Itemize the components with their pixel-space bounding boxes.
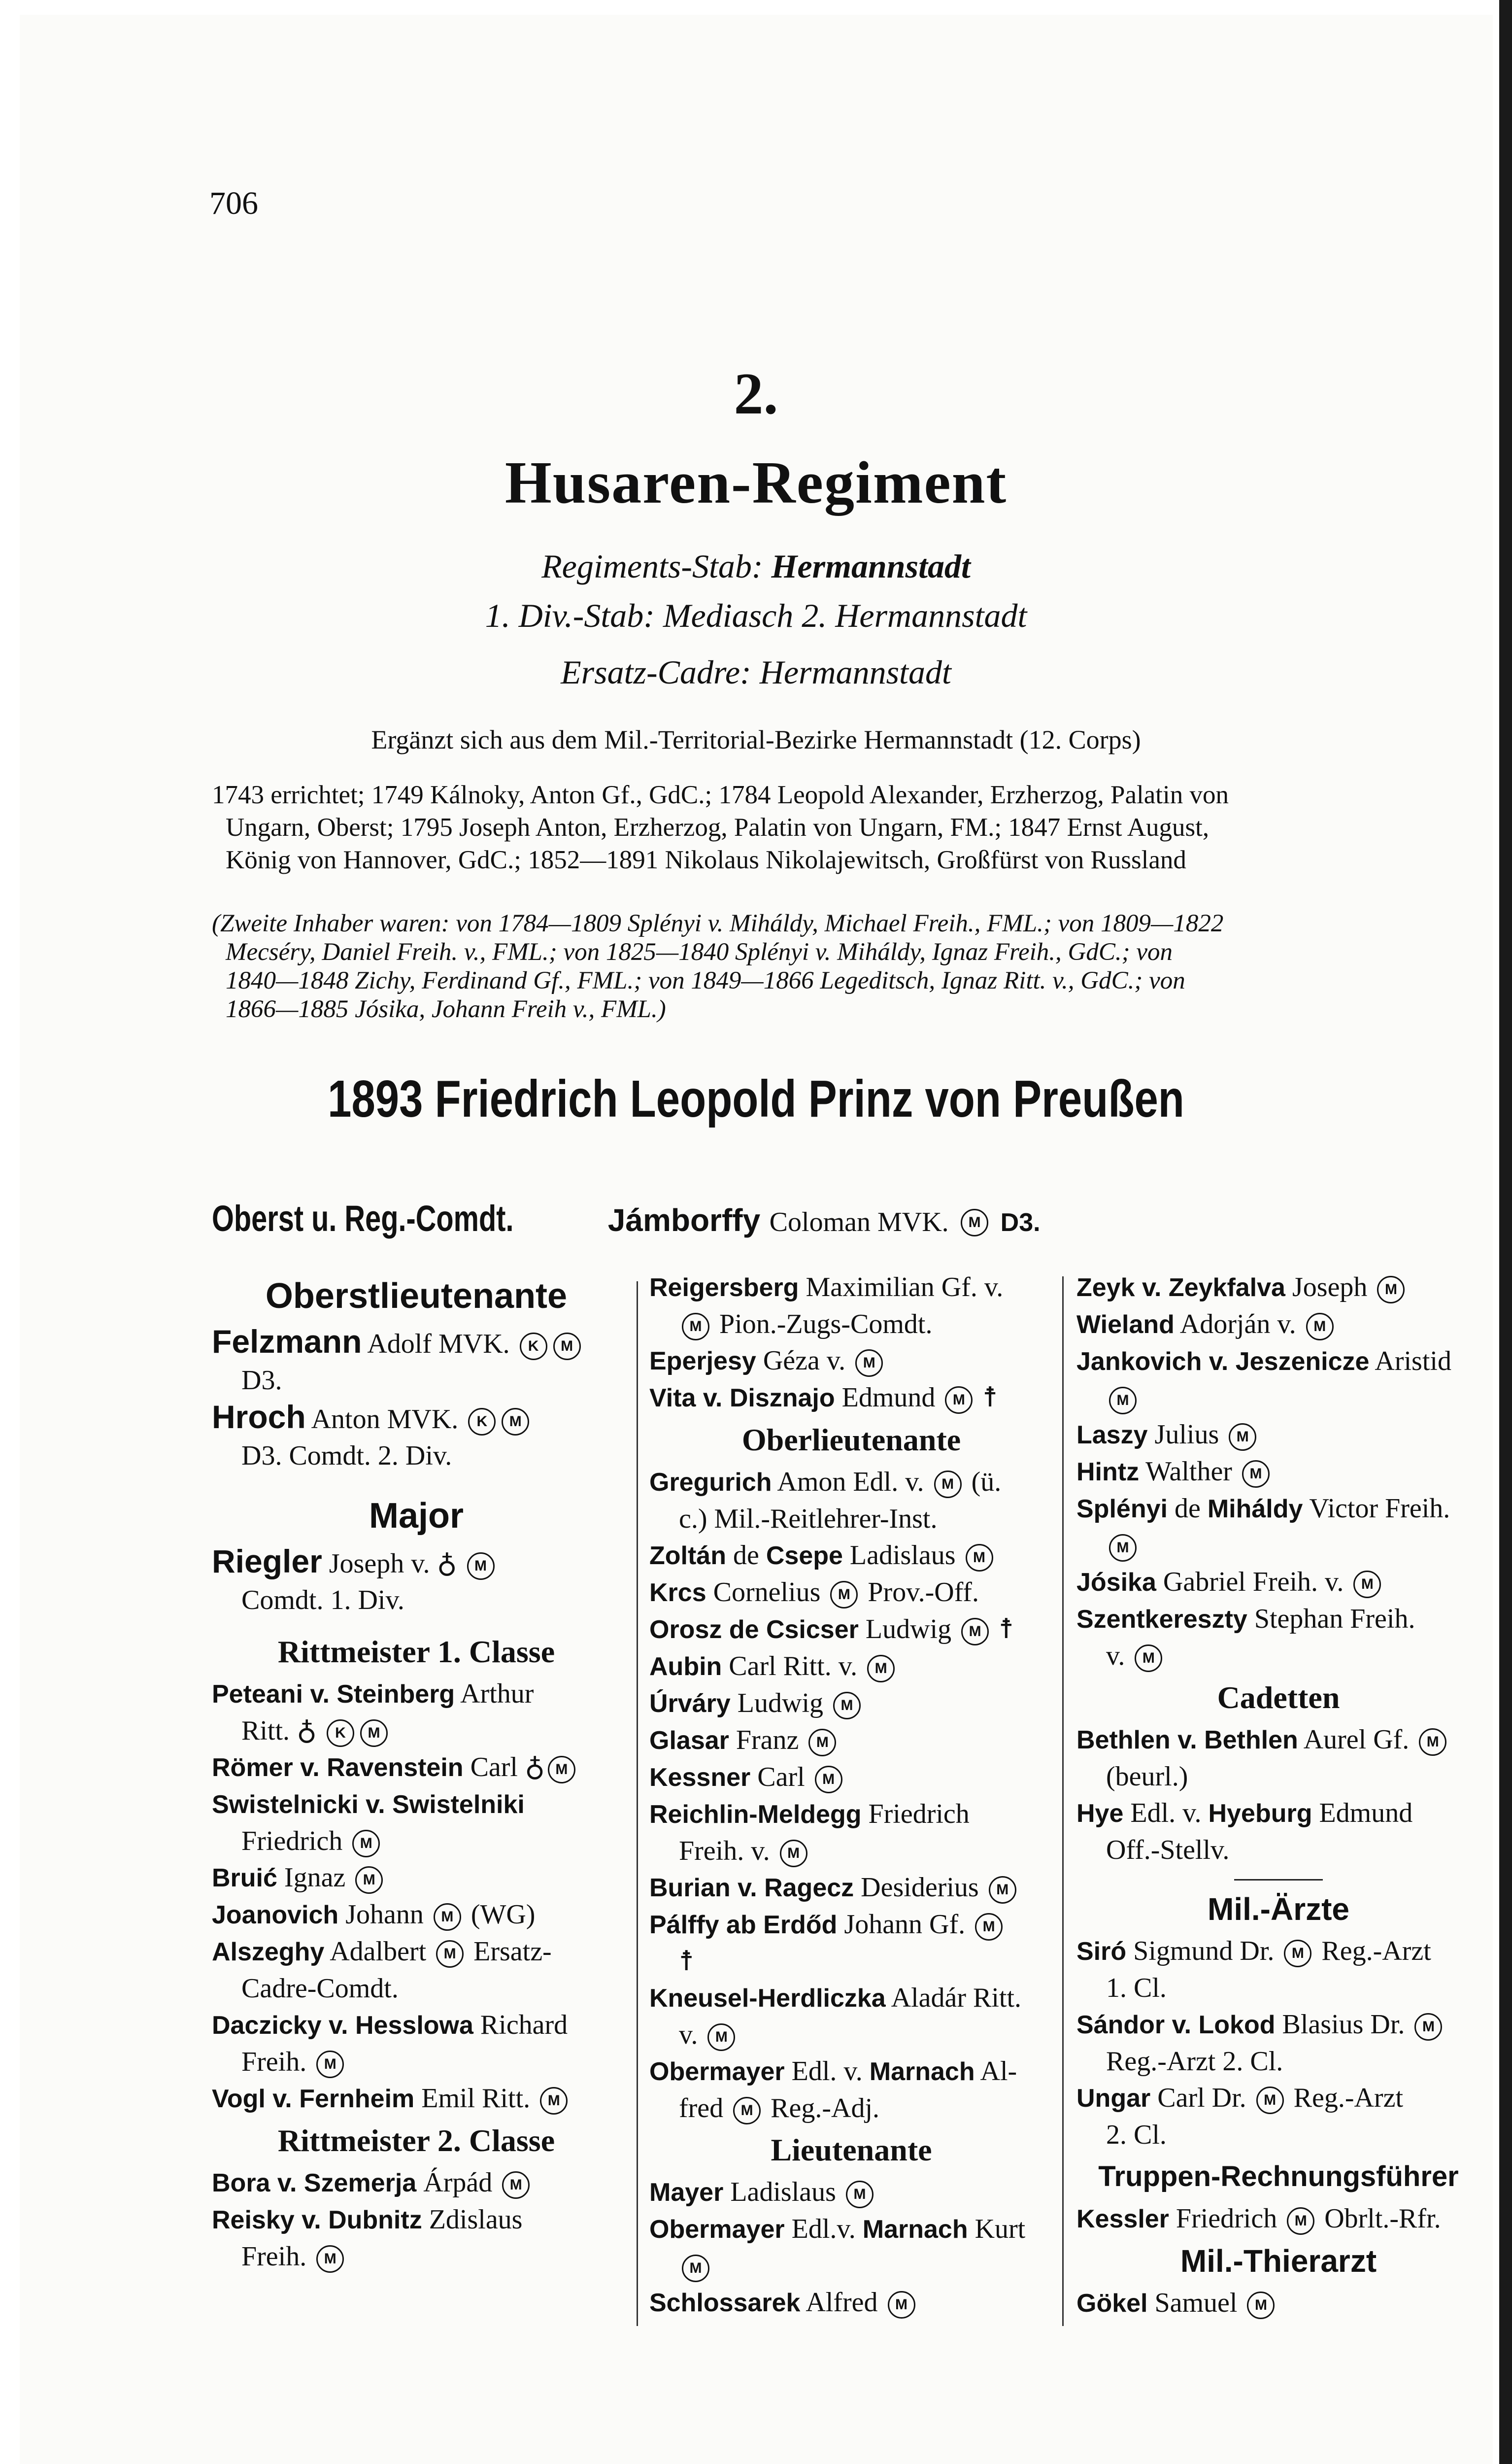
- entry-text: Aladár Ritt.: [891, 1983, 1022, 2013]
- entry-name: Laszy: [1076, 1421, 1148, 1449]
- entry-text: Johann: [345, 1899, 424, 1930]
- entry-name: Riegler: [212, 1543, 322, 1579]
- entry-text: Zdislaus: [429, 2204, 523, 2235]
- entry-name: Pálffy ab Erdőd: [649, 1911, 838, 1939]
- list-item: [212, 1896, 621, 1933]
- list-item: [1076, 1601, 1480, 1674]
- entry-text: Árpád: [423, 2167, 493, 2198]
- stab-label: Regiments-Stab:: [541, 548, 763, 585]
- list-item: [212, 1933, 621, 2007]
- regiments-stab: [0, 547, 1512, 586]
- list-item: [1076, 2006, 1480, 2080]
- list-item: [212, 2164, 621, 2201]
- entry-name: Peteani v. Steinberg: [212, 1680, 455, 1709]
- commander-label: Oberst u. Reg.-Comdt.: [212, 1198, 514, 1239]
- medal-icon: M: [434, 1903, 461, 1931]
- list-item: [649, 1269, 1053, 1342]
- cross-icon: K: [468, 1408, 496, 1436]
- medal-icon: M: [1256, 2087, 1284, 2114]
- ersatz-cadre: Ersatz-Cadre: Hermannstadt: [561, 653, 951, 691]
- decoration-icon: ♁: [524, 1752, 545, 1782]
- entry-name: Eperjesy: [649, 1347, 756, 1375]
- entry-name: Zoltán: [649, 1541, 726, 1570]
- entry-name: Obermayer: [649, 2057, 785, 2086]
- medal-icon: M: [1306, 1313, 1334, 1340]
- entry-name: Miháldy: [1207, 1495, 1303, 1523]
- medal-icon: M: [1414, 2013, 1442, 2041]
- entry-text: de: [733, 1540, 759, 1571]
- entry-text: Arthur: [460, 1678, 534, 1709]
- medal-icon: M: [316, 2051, 344, 2078]
- entry-text: Ladislaus: [730, 2177, 836, 2207]
- list-item: [649, 2174, 1053, 2211]
- list-item: [649, 1759, 1053, 1796]
- entry-text: Adolf MVK.: [367, 1329, 510, 1359]
- entry-text: v.: [679, 2019, 698, 2050]
- medal-icon: M: [1242, 1460, 1270, 1488]
- entry-text: Ladislaus: [849, 1540, 956, 1571]
- entry-text: D3.: [241, 1365, 282, 1396]
- medal-icon: M: [961, 1618, 989, 1645]
- entry-text: Edmund: [841, 1382, 936, 1413]
- column-divider: [637, 1281, 638, 2326]
- stab-value: Hermannstadt: [771, 548, 971, 585]
- entry-text: Freih.: [241, 2241, 307, 2272]
- entry-name: Hye: [1076, 1799, 1124, 1828]
- entry-text: Anton MVK.: [311, 1404, 459, 1435]
- entry-text: Pion.-Zugs-Comdt.: [719, 1309, 933, 1339]
- div-stab: 1. Div.-Stab: Mediasch 2. Hermannstadt: [485, 597, 1027, 634]
- entry-text: Off.-Stellv.: [1106, 1835, 1230, 1865]
- decoration-icon: ♁: [437, 1548, 457, 1579]
- entry-text: Edl.v.: [791, 2214, 856, 2244]
- entry-name: Hroch: [212, 1399, 306, 1435]
- medal-icon: M: [360, 1719, 388, 1747]
- entry-text: Ersatz-: [473, 1936, 552, 1967]
- list-item: [1076, 1564, 1480, 1601]
- list-item: [649, 1648, 1053, 1685]
- medal-icon: M: [934, 1471, 962, 1498]
- medal-icon: M: [808, 1729, 836, 1756]
- list-item: [212, 2201, 621, 2275]
- entry-text: Carl Ritt. v.: [729, 1651, 858, 1681]
- list-item: [212, 2007, 621, 2080]
- entry-name: Vogl v. Fernheim: [212, 2085, 415, 2113]
- page-number: 706: [209, 185, 258, 221]
- entry-name: Sándor v. Lokod: [1076, 2011, 1276, 2039]
- section-major: Major: [369, 1496, 464, 1536]
- medal-icon: M: [436, 1940, 464, 1968]
- medal-icon: M: [1284, 1940, 1311, 1967]
- entry-name: Úrváry: [649, 1689, 731, 1718]
- entry-name: Daczicky v. Hesslowa: [212, 2011, 473, 2040]
- list-item: [649, 1379, 1053, 1416]
- entry-text: Amon Edl. v.: [777, 1467, 924, 1497]
- entry-text: Reg.-Arzt: [1293, 2083, 1404, 2113]
- medal-icon: M: [989, 1876, 1016, 1904]
- entry-text: (beurl.): [1106, 1761, 1188, 1792]
- cross-icon: ☨: [999, 1614, 1014, 1644]
- entry-text: Carl: [470, 1752, 518, 1782]
- list-item: [649, 2211, 1053, 2284]
- list-item: [1076, 1306, 1480, 1343]
- medal-icon: M: [780, 1840, 807, 1867]
- inhaber-history-line: (Zweite Inhaber waren: von 1784—1809 Splényi v. Miháldy, Michael Freih., FML.; von 1809—1822: [212, 910, 1224, 937]
- entry-text: Emil Ritt.: [421, 2083, 531, 2114]
- medal-icon: M: [1247, 2292, 1275, 2319]
- entry-text: Joseph: [1292, 1272, 1368, 1302]
- entry-name: Mayer: [649, 2178, 724, 2207]
- entry-text: Ludwig: [737, 1688, 824, 1718]
- list-item: [649, 1611, 1053, 1648]
- entry-text: Johann Gf.: [844, 1909, 966, 1940]
- entry-name: Reisky v. Dubnitz: [212, 2206, 422, 2234]
- entry-text: Al-: [980, 2056, 1017, 2087]
- list-item: [649, 1980, 1053, 2053]
- medal-icon: M: [1287, 2207, 1314, 2235]
- medal-icon: M: [467, 1552, 495, 1580]
- list-item: [1076, 1721, 1480, 1795]
- entry-text: Comdt. 1. Div.: [241, 1585, 404, 1615]
- section-mil-thierarzt: Mil.-Thierarzt: [1180, 2243, 1377, 2279]
- medal-icon: M: [867, 1655, 895, 1682]
- medal-icon: M: [502, 2171, 530, 2199]
- medal-icon: M: [553, 1333, 581, 1360]
- military-merit-icon: M: [961, 1209, 988, 1236]
- inhaber-history-line: 1866—1885 Jósika, Johann Freih v., FML.): [226, 995, 666, 1023]
- entry-text: Blasius Dr.: [1282, 2009, 1405, 2040]
- entry-name: Obermayer: [649, 2215, 785, 2244]
- entry-name: Vita v. Disznajo: [649, 1384, 835, 1412]
- list-item: [1076, 1795, 1480, 1868]
- entry-text: 2. Cl.: [1106, 2120, 1167, 2150]
- entry-name: Ungar: [1076, 2084, 1151, 2113]
- entry-text: Edl. v.: [791, 2056, 863, 2087]
- entry-text: Walther: [1145, 1456, 1232, 1487]
- entry-name: Kneusel-Herdliczka: [649, 1984, 886, 2013]
- entry-text: Victor Freih.: [1309, 1493, 1450, 1524]
- entry-text: Kurt: [974, 2214, 1026, 2244]
- list-item: [649, 2053, 1053, 2126]
- list-item: [649, 1796, 1053, 1869]
- entry-text: c.) Mil.-Reitlehrer-Inst.: [679, 1504, 938, 1534]
- entry-text: Reg.-Arzt 2. Cl.: [1106, 2046, 1283, 2077]
- medal-icon: M: [682, 1313, 709, 1340]
- list-item: [1076, 2200, 1480, 2237]
- entry-text: Ludwig: [865, 1614, 952, 1644]
- entry-text: Carl Dr.: [1157, 2083, 1246, 2113]
- medal-icon: M: [355, 1866, 383, 1894]
- list-item: [649, 1574, 1053, 1611]
- section-cadetten: Cadetten: [1217, 1680, 1340, 1715]
- medal-icon: M: [1353, 1571, 1381, 1598]
- entry-text: v.: [1106, 1641, 1125, 1671]
- medal-icon: M: [888, 2291, 915, 2319]
- entry-text: Ignaz: [284, 1862, 346, 1893]
- column-1: [212, 1269, 621, 2275]
- medal-icon: M: [316, 2245, 344, 2273]
- entry-name: Reigersberg: [649, 1273, 799, 1302]
- entry-name: Splényi: [1076, 1495, 1168, 1523]
- entry-text: Maximilian Gf. v.: [806, 1272, 1004, 1302]
- entry-name: Kessner: [649, 1763, 751, 1792]
- medal-icon: M: [682, 2255, 709, 2282]
- column-3: [1076, 1269, 1480, 2322]
- entry-name: Jankovich v. Jeszenicze: [1076, 1347, 1370, 1376]
- cross-icon: K: [327, 1719, 354, 1747]
- section-divider: [1234, 1879, 1323, 1881]
- list-item: [212, 1323, 621, 1399]
- history-paragraph: [212, 779, 1473, 876]
- section-rittmeister-1: Rittmeister 1. Classe: [277, 1634, 555, 1669]
- medal-icon: M: [815, 1766, 842, 1793]
- erganzung: Ergänzt sich aus dem Mil.-Territorial-Bezirke Hermannstadt (12. Corps): [371, 725, 1141, 754]
- entry-text: Reg.-Adj.: [771, 2093, 880, 2123]
- list-item: [1076, 1490, 1480, 1564]
- decoration-icon: ♁: [297, 1715, 317, 1746]
- regiment-numeral: 2.: [734, 361, 778, 426]
- cross-icon: ☨: [679, 1946, 694, 1977]
- entry-name: Schlossarek: [649, 2289, 801, 2317]
- medal-icon: M: [707, 2023, 735, 2051]
- list-item: [1076, 1269, 1480, 1306]
- entry-name: Szentkereszty: [1076, 1605, 1247, 1634]
- medal-icon: M: [1109, 1387, 1137, 1414]
- list-item: [1076, 1453, 1480, 1490]
- column-2: [649, 1269, 1053, 2321]
- medal-icon: M: [833, 1692, 861, 1719]
- entry-name: Bora v. Szemerja: [212, 2169, 417, 2197]
- entry-name: Kessler: [1076, 2205, 1169, 2233]
- entry-text: Edmund: [1319, 1798, 1413, 1828]
- medal-icon: M: [1419, 1728, 1446, 1756]
- medal-icon: M: [945, 1386, 973, 1414]
- commander-line: [212, 1198, 1041, 1240]
- entry-name: Bruić: [212, 1864, 277, 1892]
- entry-name: Joanovich: [212, 1901, 339, 1929]
- entry-name: Felzmann: [212, 1323, 362, 1360]
- entry-text: Géza v.: [763, 1345, 846, 1376]
- entry-text: Samuel: [1154, 2288, 1238, 2318]
- entry-text: Sigmund Dr.: [1133, 1936, 1275, 1966]
- column-divider: [1062, 1276, 1064, 2326]
- list-item: [649, 1537, 1053, 1574]
- medal-icon: M: [855, 1349, 883, 1377]
- list-item: [649, 2284, 1053, 2321]
- page-title: Husaren-Regiment: [504, 449, 1008, 516]
- medal-icon: M: [1377, 1276, 1405, 1303]
- entry-name: Krcs: [649, 1578, 706, 1607]
- entry-name: Reichlin-Meldegg: [649, 1800, 862, 1829]
- entry-text: Freih.: [241, 2047, 307, 2077]
- entry-name: Siró: [1076, 1937, 1127, 1966]
- entry-text: D3. Comdt. 2. Div.: [241, 1440, 452, 1471]
- entry-text: Friedrich: [241, 1826, 343, 1856]
- list-item: [212, 1859, 621, 1896]
- entry-name: Orosz de Csicser: [649, 1615, 859, 1644]
- entry-name: Marnach: [862, 2215, 968, 2244]
- list-item: [212, 1676, 621, 1749]
- entry-text: de: [1174, 1493, 1201, 1524]
- entry-text: Adalbert: [330, 1936, 427, 1967]
- list-item: [1076, 2285, 1480, 2322]
- entry-text: (WG): [470, 1899, 536, 1930]
- entry-text: Reg.-Arzt: [1321, 1936, 1431, 1966]
- entry-name: Wieland: [1076, 1310, 1175, 1339]
- entry-text: 1. Cl.: [1106, 1973, 1167, 2003]
- inhaber-history-line: Mecséry, Daniel Freih. v., FML.; von 1825—1840 Splényi v. Miháldy, Ignaz Freih., GdC.; von: [226, 938, 1173, 966]
- entry-text: Cornelius: [713, 1577, 821, 1608]
- entry-name: Glasar: [649, 1726, 729, 1755]
- entry-name: Swistelnicki v. Swistelniki: [212, 1790, 525, 1819]
- entry-name: Hintz: [1076, 1458, 1140, 1486]
- entry-text: Edl. v.: [1130, 1798, 1202, 1828]
- list-item: [649, 1464, 1053, 1537]
- entry-text: Gabriel Freih. v.: [1163, 1567, 1344, 1597]
- history-line: König von Hannover, GdC.; 1852—1891 Nikolaus Nikolajewitsch, Großfürst von Russland: [226, 846, 1186, 874]
- section-mil-aerzte: Mil.-Ärzte: [1208, 1891, 1349, 1927]
- section-oberlieutenante: Oberlieutenante: [741, 1422, 961, 1457]
- entry-name: Hyeburg: [1208, 1799, 1312, 1828]
- entry-text: Adorján v.: [1179, 1309, 1296, 1339]
- entry-text: fred: [679, 2093, 724, 2123]
- medal-icon: M: [502, 1408, 529, 1436]
- entry-text: Alfred: [806, 2287, 878, 2318]
- medal-icon: M: [733, 2097, 761, 2124]
- entry-name: Römer v. Ravenstein: [212, 1753, 464, 1782]
- entry-text: Aristid: [1375, 1346, 1451, 1376]
- entry-name: Marnach: [869, 2057, 975, 2086]
- inhaber-history: [212, 909, 1473, 1024]
- entry-name: Gregurich: [649, 1468, 772, 1497]
- entry-name: Jósika: [1076, 1568, 1156, 1597]
- entry-name: Burian v. Ragecz: [649, 1874, 854, 1902]
- list-item: [649, 1342, 1053, 1379]
- section-rittmeister-2: Rittmeister 2. Classe: [277, 2123, 555, 2158]
- list-item: [1076, 1343, 1480, 1416]
- commander-after: D3.: [1000, 1208, 1041, 1237]
- entry-name: Csepe: [766, 1541, 843, 1570]
- entry-text: Cadre-Comdt.: [241, 1973, 399, 2004]
- list-item: [649, 1722, 1053, 1759]
- list-item: [212, 1749, 621, 1786]
- medal-icon: M: [1229, 1423, 1256, 1451]
- medal-icon: M: [352, 1830, 380, 1857]
- entry-text: Friedrich: [1176, 2203, 1277, 2234]
- entry-name: Aubin: [649, 1652, 722, 1681]
- list-item: [649, 1685, 1053, 1722]
- list-item: [212, 2080, 621, 2117]
- entry-name: Alszeghy: [212, 1938, 325, 1966]
- list-item: [1076, 1416, 1480, 1453]
- medal-icon: M: [846, 2181, 874, 2208]
- list-item: [1076, 1933, 1480, 2006]
- entry-text: Obrlt.-Rfr.: [1324, 2203, 1441, 2234]
- section-lieutenante: Lieutenante: [771, 2132, 932, 2167]
- list-item: [649, 1869, 1053, 1906]
- commander-rest: Coloman MVK.: [769, 1207, 949, 1237]
- cross-icon: K: [520, 1333, 547, 1360]
- entry-text: Richard: [480, 2010, 568, 2040]
- entry-text: Prov.-Off.: [868, 1577, 979, 1608]
- entry-text: Stephan Freih.: [1254, 1604, 1415, 1634]
- entry-name: Bethlen v. Bethlen: [1076, 1726, 1298, 1754]
- medal-icon: M: [1135, 1644, 1162, 1672]
- medal-icon: M: [830, 1581, 858, 1608]
- entry-text: (ü.: [971, 1467, 1002, 1497]
- list-item: [649, 1906, 1053, 1980]
- medal-icon: M: [966, 1544, 993, 1572]
- section-oberstlieutenante: Oberstlieutenante: [265, 1276, 568, 1316]
- entry-text: Aurel Gf.: [1303, 1724, 1410, 1755]
- entry-text: Joseph v.: [329, 1548, 430, 1579]
- entry-text: Desiderius: [861, 1872, 979, 1903]
- cross-icon: ☨: [982, 1382, 998, 1413]
- list-item: [212, 1543, 621, 1618]
- history-line: Ungarn, Oberst; 1795 Joseph Anton, Erzherzog, Palatin von Ungarn, FM.; 1847 Ernst August,: [226, 813, 1210, 842]
- section-rechnungsfuehrer: Truppen-Rechnungsführer: [1098, 2160, 1459, 2192]
- entry-text: Julius: [1154, 1419, 1219, 1450]
- entry-text: Franz: [736, 1725, 799, 1755]
- medal-icon: M: [975, 1913, 1003, 1941]
- list-item: [212, 1786, 621, 1859]
- entry-text: Carl: [757, 1762, 805, 1792]
- medal-icon: M: [548, 1756, 575, 1783]
- entry-name: Zeyk v. Zeykfalva: [1076, 1273, 1285, 1302]
- list-item: [1076, 2080, 1480, 2153]
- commander-name: Jámborffy: [607, 1202, 761, 1238]
- entry-text: Ritt.: [241, 1715, 290, 1746]
- medal-icon: M: [1109, 1534, 1137, 1562]
- entry-text: Freih. v.: [679, 1836, 770, 1866]
- entry-name: Gökel: [1076, 2289, 1148, 2318]
- list-item: [212, 1399, 621, 1474]
- entry-text: Friedrich: [868, 1799, 970, 1829]
- current-inhaber: 1893 Friedrich Leopold Prinz von Preußen: [328, 1070, 1184, 1128]
- medal-icon: M: [540, 2087, 568, 2115]
- inhaber-history-line: 1840—1848 Zichy, Ferdinand Gf., FML.; von 1849—1866 Legeditsch, Ignaz Ritt. v., GdC.; von: [226, 967, 1185, 994]
- history-line: 1743 errichtet; 1749 Kálnoky, Anton Gf., GdC.; 1784 Leopold Alexander, Erzherzog, Palatin von: [212, 781, 1229, 809]
